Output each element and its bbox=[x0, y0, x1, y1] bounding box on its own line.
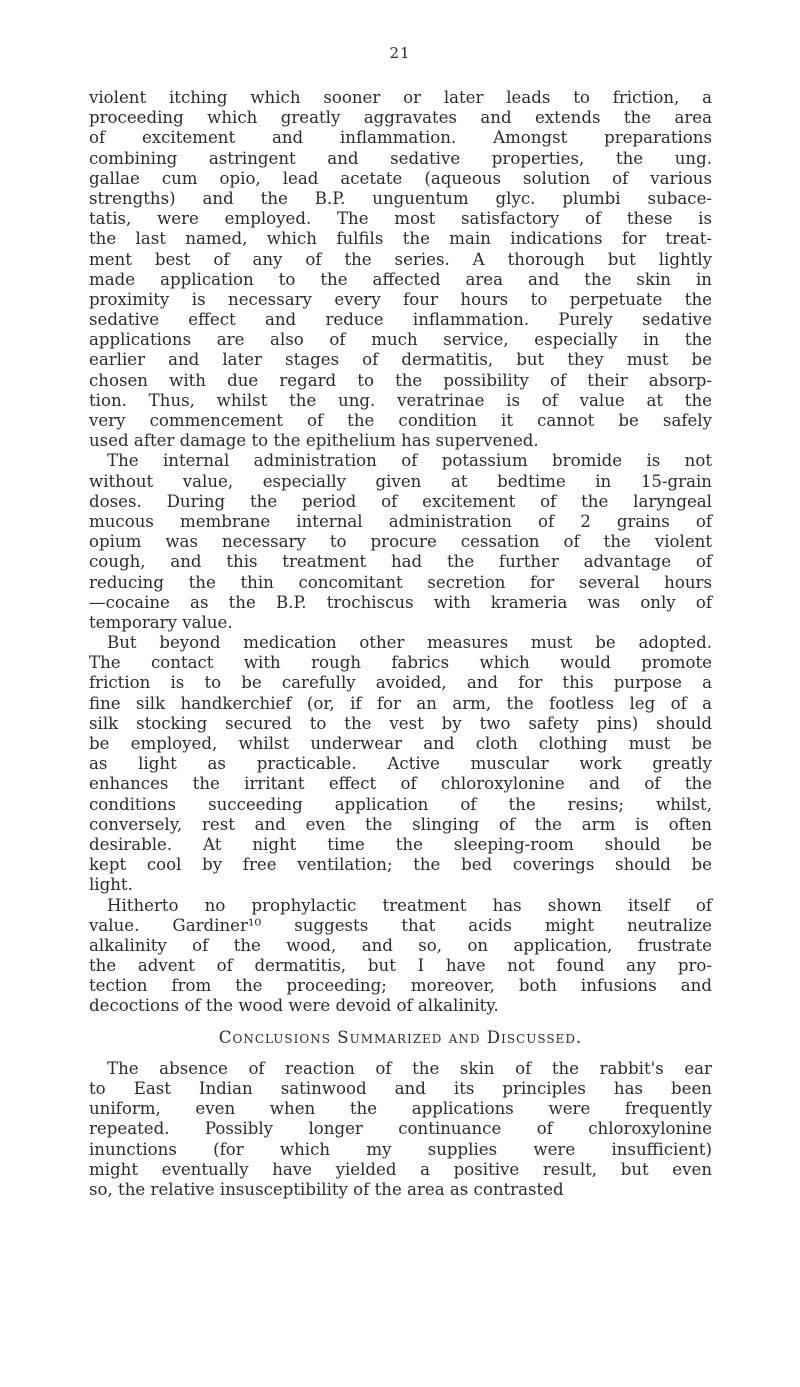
text-line: kept cool by free ventilation; the bed coverings should be bbox=[89, 855, 712, 875]
text-line: tion. Thus, whilst the ung. veratrinae is of value at the bbox=[89, 390, 712, 410]
text-line: to East Indian satinwood and its principles has been bbox=[89, 1079, 712, 1098]
text-line: very commencement of the condition it cannot be safely bbox=[89, 411, 712, 430]
text-line: without value, especially given at bedtime in 15-grain bbox=[89, 471, 712, 491]
text-line: ment best of any of the series. A thorough but lightly bbox=[89, 249, 712, 269]
text-line: used after damage to the epithelium has supervened. bbox=[89, 431, 539, 451]
text-line: desirable. At night time the sleeping-room should be bbox=[89, 834, 712, 854]
text-line: But beyond medication other measures must be adopted. bbox=[107, 633, 712, 653]
text-line: the advent of dermatitis, but I have not found any pro- bbox=[89, 956, 712, 976]
text-line: The contact with rough fabrics which would promote bbox=[89, 653, 712, 673]
text-line: The internal administration of potassium bromide is not bbox=[107, 451, 712, 471]
text-line: tection from the proceeding; moreover, both infusions and bbox=[89, 976, 712, 996]
paragraph-1 bbox=[89, 88, 712, 451]
body-text bbox=[89, 88, 712, 1200]
text-line: —cocaine as the B.P. trochiscus with krameria was only of bbox=[89, 592, 712, 612]
text-line: earlier and later stages of dermatitis, but they must be bbox=[89, 350, 712, 370]
text-line: conversely, rest and even the slinging of the arm is often bbox=[89, 814, 712, 834]
text-line: doses. During the period of excitement of the laryngeal bbox=[89, 491, 712, 511]
text-line: cough, and this treatment had the further advantage of bbox=[89, 552, 712, 572]
paragraph-5 bbox=[89, 1059, 712, 1200]
text-line: of excitement and inflammation. Amongst preparations bbox=[89, 128, 712, 148]
text-line: might eventually have yielded a positive result, but even bbox=[89, 1159, 712, 1179]
text-line: value. Gardiner¹⁰ suggests that acids might neutralize bbox=[89, 915, 712, 935]
page-number: 21 bbox=[389, 44, 411, 62]
paragraph-3 bbox=[89, 633, 712, 895]
text-line: tatis, were employed. The most satisfactory of these is bbox=[89, 209, 712, 229]
text-line: friction is to be carefully avoided, and for this purpose a bbox=[89, 673, 712, 693]
text-line: applications are also of much service, especially in the bbox=[89, 330, 712, 350]
text-line: the last named, which fulfils the main indications for treat- bbox=[89, 229, 712, 249]
text-line: decoctions of the wood were devoid of alkalinity. bbox=[89, 996, 499, 1016]
text-line: conditions succeeding application of the resins; whilst, bbox=[89, 794, 712, 814]
text-line: proceeding which greatly aggravates and extends the area bbox=[89, 108, 712, 128]
text-line: sedative effect and reduce inflammation. Purely sedative bbox=[89, 310, 712, 330]
text-line: chosen with due regard to the possibility of their absorp- bbox=[89, 370, 712, 390]
text-line: The absence of reaction of the skin of the rabbit's ear bbox=[107, 1058, 712, 1078]
paragraph-4 bbox=[89, 896, 712, 1017]
text-line: uniform, even when the applications were frequently bbox=[89, 1099, 712, 1119]
text-line: gallae cum opio, lead acetate (aqueous solution of various bbox=[89, 168, 712, 188]
text-line: violent itching which sooner or later leads to friction, a bbox=[89, 88, 712, 107]
text-line: reducing the thin concomitant secretion for several hours bbox=[89, 572, 712, 592]
text-line: be employed, whilst underwear and cloth clothing must be bbox=[89, 734, 712, 753]
text-line: Hitherto no prophylactic treatment has shown itself of bbox=[107, 895, 712, 915]
text-line: strengths) and the B.P. unguentum glyc. plumbi subace- bbox=[89, 188, 712, 208]
text-line: silk stocking secured to the vest by two safety pins) should bbox=[89, 713, 712, 733]
section-heading: Conclusions Summarized and Discussed. bbox=[218, 1027, 583, 1047]
text-line: proximity is necessary every four hours to perpetuate the bbox=[89, 289, 712, 309]
text-line: mucous membrane internal administration of 2 grains of bbox=[89, 511, 712, 531]
text-line: combining astringent and sedative properties, the ung. bbox=[89, 148, 712, 168]
text-line: as light as practicable. Active muscular work greatly bbox=[89, 754, 712, 774]
text-line: light. bbox=[89, 875, 133, 895]
text-line: so, the relative insusceptibility of the area as contrasted bbox=[89, 1179, 564, 1199]
text-line: enhances the irritant effect of chloroxylonine and of the bbox=[89, 774, 712, 794]
text-line: opium was necessary to procure cessation of the violent bbox=[89, 532, 712, 552]
text-line: alkalinity of the wood, and so, on application, frustrate bbox=[89, 935, 712, 955]
text-line: inunctions (for which my supplies were insufficient) bbox=[89, 1139, 712, 1159]
text-line: repeated. Possibly longer continuance of chloroxylonine bbox=[89, 1119, 712, 1139]
paragraph-2 bbox=[89, 451, 712, 633]
text-line: fine silk handkerchief (or, if for an arm, the footless leg of a bbox=[89, 693, 712, 713]
text-line: temporary value. bbox=[89, 612, 233, 632]
text-line: made application to the affected area and the skin in bbox=[89, 269, 712, 289]
